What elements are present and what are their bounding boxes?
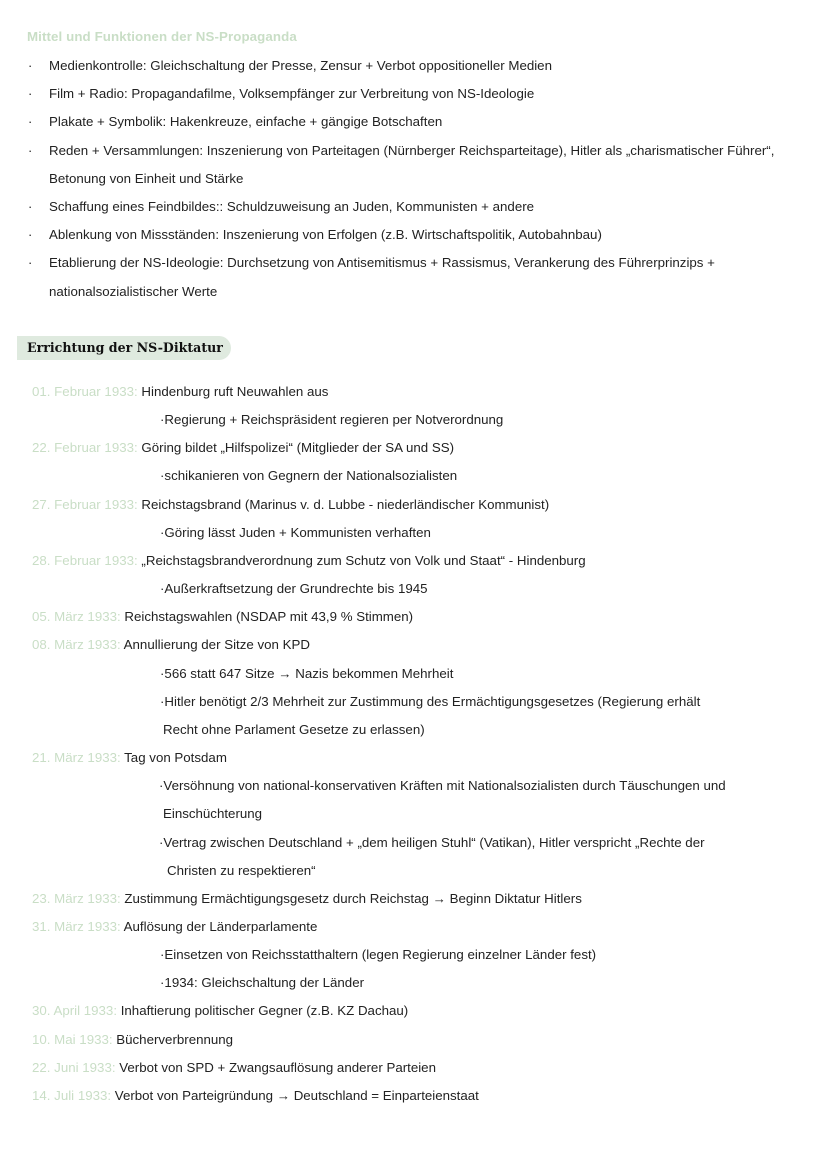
timeline-text: Tag von Potsdam: [120, 750, 227, 766]
timeline-subpoint: ·Außerkraftsetzung der Grundrechte bis 1945: [160, 581, 428, 597]
timeline-subpoint: ·schikanieren von Gegnern der Nationalsozialisten: [160, 468, 458, 484]
bullet-icon: ·: [28, 255, 33, 271]
timeline-text: Zustimmung Ermächtigungsgesetz durch Reichstag → Beginn Diktatur Hitlers: [120, 890, 582, 906]
bullet-icon: ·: [28, 58, 33, 73]
timeline-subpoint: ·1934: Gleichschaltung der Länder: [160, 975, 365, 991]
bullet-icon: ·: [28, 142, 33, 158]
timeline-entry: [0, 603, 828, 631]
timeline-subpoint: ·Vertrag zwischen Deutschland + „dem heiligen Stuhl“ (Vatikan), Hitler verspricht „Rechte der: [159, 834, 705, 850]
timeline-date: 01. Februar 1933:: [32, 384, 138, 399]
timeline-subpoint: ·Hitler benötigt 2/3 Mehrheit zur Zustimmung des Ermächtigungsgesetzes (Regierung erhält: [160, 693, 701, 709]
timeline-text: Verbot von Parteigründung → Deutschland = Einparteienstaat: [111, 1087, 479, 1103]
timeline-date: 05. März 1933:: [32, 609, 121, 625]
timeline-date: 08. März 1933:: [32, 637, 121, 653]
timeline-entry: [0, 1054, 828, 1082]
timeline-subpoint: ·Regierung + Reichspräsident regieren per Notverordnung: [160, 412, 504, 428]
timeline-entry: [0, 913, 828, 941]
timeline-entry: [0, 997, 828, 1025]
list-item: [0, 108, 828, 136]
timeline-entry: [0, 434, 828, 462]
timeline-entry: [0, 885, 828, 913]
bullet-icon: ·: [28, 227, 33, 243]
list-item-text: Schaffung eines Feindbildes:: Schuldzuweisung an Juden, Kommunisten + andere: [49, 199, 535, 215]
timeline: [0, 378, 828, 1110]
propaganda-heading: Mittel und Funktionen der NS-Propaganda: [27, 29, 297, 44]
timeline-date: 23. März 1933:: [32, 890, 121, 906]
timeline-date: 27. Februar 1933:: [32, 496, 138, 512]
timeline-date: 22. Juni 1933:: [32, 1059, 116, 1075]
timeline-text: Bücherverbrennung: [112, 1031, 234, 1047]
bullet-icon: ·: [28, 86, 33, 102]
list-item: [0, 249, 828, 305]
timeline-entry: [0, 1026, 828, 1054]
timeline-date: 21. März 1933:: [32, 750, 121, 766]
list-item: [0, 137, 828, 193]
timeline-date: 14. Juli 1933:: [32, 1087, 112, 1103]
list-item-text: Medienkontrolle: Gleichschaltung der Presse, Zensur + Verbot oppositioneller Medien: [49, 58, 552, 73]
timeline-entry: [0, 491, 828, 519]
timeline-entry: [0, 547, 828, 575]
timeline-text: Verbot von SPD + Zwangsauflösung anderer Parteien: [115, 1059, 436, 1075]
timeline-entry: [0, 744, 828, 772]
bullet-icon: ·: [28, 114, 33, 130]
timeline-subpoint: ·566 statt 647 Sitze → Nazis bekommen Mehrheit: [160, 665, 454, 681]
timeline-date: 30. April 1933:: [32, 1003, 118, 1019]
list-item: [0, 221, 828, 249]
bullet-icon: ·: [28, 199, 33, 215]
timeline-text: Hindenburg ruft Neuwahlen aus: [137, 384, 329, 399]
timeline-subpoint: ·Göring lässt Juden + Kommunisten verhaften: [160, 524, 431, 540]
list-item-text: Reden + Versammlungen: Inszenierung von Parteitagen (Nürnberger Reichsparteitage), Hitler als „charismatischer Führer“, Betonung von Einheit und Stärke: [49, 142, 775, 186]
timeline-date: 28. Februar 1933:: [32, 552, 138, 568]
diktatur-heading: Errichtung der NS-Diktatur: [27, 340, 223, 355]
list-item: [0, 193, 828, 221]
list-item-text: Etablierung der NS-Ideologie: Durchsetzung von Antisemitismus + Rassismus, Verankerung des Führerprinzips + nationalsozialistischer Werte: [49, 255, 715, 299]
propaganda-list: [0, 52, 828, 306]
timeline-text: „Reichstagsbrandverordnung zum Schutz von Volk und Staat“ - Hindenburg: [137, 552, 586, 568]
timeline-subpoint: Einschüchterung: [163, 806, 263, 822]
diktatur-heading-badge: [17, 336, 231, 360]
list-item: [0, 52, 828, 80]
timeline-subpoint: ·Versöhnung von national-konservativen Kräften mit Nationalsozialisten durch Täuschungen und: [159, 778, 726, 794]
list-item: [0, 80, 828, 108]
timeline-entry: [0, 631, 828, 659]
timeline-date: 31. März 1933:: [32, 918, 121, 934]
timeline-text: Göring bildet „Hilfspolizei“ (Mitglieder der SA und SS): [137, 440, 455, 456]
timeline-text: Reichstagswahlen (NSDAP mit 43,9 % Stimmen): [120, 609, 414, 625]
timeline-text: Auflösung der Länderparlamente: [120, 918, 318, 934]
timeline-subpoint: Christen zu respektieren“: [167, 862, 316, 878]
timeline-text: Inhaftierung politischer Gegner (z.B. KZ Dachau): [117, 1003, 409, 1019]
timeline-text: Reichstagsbrand (Marinus v. d. Lubbe - niederländischer Kommunist): [137, 496, 550, 512]
list-item-text: Film + Radio: Propagandafilme, Volksempfänger zur Verbreitung von NS-Ideologie: [49, 86, 535, 102]
timeline-date: 10. Mai 1933:: [32, 1031, 113, 1047]
timeline-text: Annullierung der Sitze von KPD: [120, 637, 310, 653]
timeline-subpoint: Recht ohne Parlament Gesetze zu erlassen): [163, 721, 425, 737]
list-item-text: Plakate + Symbolik: Hakenkreuze, einfache + gängige Botschaften: [49, 114, 443, 130]
timeline-entry: [0, 378, 828, 406]
timeline-date: 22. Februar 1933:: [32, 440, 138, 456]
timeline-entry: [0, 1082, 828, 1110]
timeline-subpoint: ·Einsetzen von Reichsstatthaltern (legen Regierung einzelner Länder fest): [160, 947, 597, 963]
list-item-text: Ablenkung von Missständen: Inszenierung von Erfolgen (z.B. Wirtschaftspolitik, Autobahnbau): [49, 227, 602, 243]
